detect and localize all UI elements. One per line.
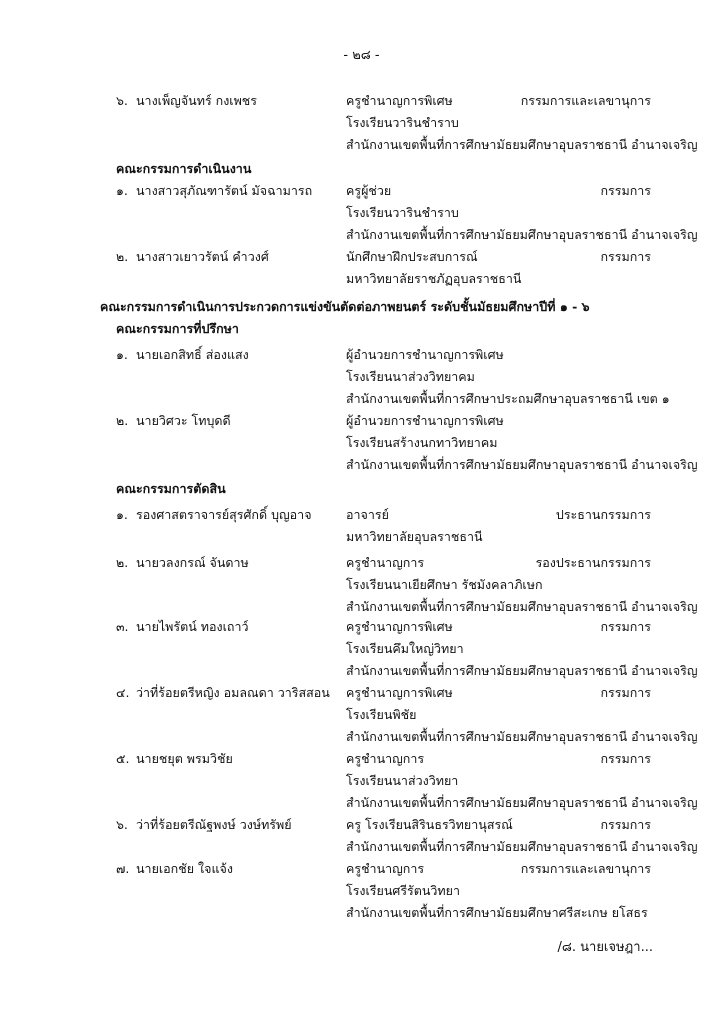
member-position: ครูชำนาญการ: [346, 751, 425, 766]
list-item: [0, 814, 723, 836]
member-office: สำนักงานเขตพื้นที่การศึกษามัธยมศึกษาอุบลราชธานี อำนาจเจริญ: [346, 795, 698, 810]
member-office: สำนักงานเขตพื้นที่การศึกษามัธยมศึกษาอุบลราชธานี อำนาจเจริญ: [346, 729, 698, 744]
list-item: [0, 682, 723, 704]
list-item-detail: [0, 660, 723, 682]
member-office: สำนักงานเขตพื้นที่การศึกษาประถมศึกษาอุบลราชธานี เขต ๑: [346, 391, 670, 406]
member-role: รองประธานกรรมการ: [535, 555, 651, 570]
list-item-detail: [0, 388, 723, 410]
continuation-note: /๘. นายเจษฎา...: [557, 940, 653, 955]
list-item-detail: [0, 704, 723, 726]
member-name: นางเพ็ญจันทร์ กงเพชร: [136, 93, 258, 108]
member-office: สำนักงานเขตพื้นที่การศึกษามัธยมศึกษาอุบลราชธานี อำนาจเจริญ: [346, 227, 698, 242]
section-heading: [0, 296, 723, 318]
item-number: ๑.: [116, 507, 128, 522]
member-office: สำนักงานเขตพื้นที่การศึกษามัธยมศึกษาอุบลราชธานี อำนาจเจริญ: [346, 599, 698, 614]
advisors-heading: คณะกรรมการที่ปรึกษา: [116, 321, 239, 336]
item-number: ๒.: [116, 555, 129, 570]
member-position: นักศึกษาฝึกประสบการณ์: [346, 249, 478, 264]
member-name: นางสาวสุภัณฑารัตน์ มัจฉามารถ: [136, 183, 313, 198]
member-position: ครูชำนาญการ: [346, 555, 425, 570]
member-position: ครูชำนาญการพิเศษ: [346, 619, 453, 634]
member-school: โรงเรียนคึมใหญ่วิทยา: [346, 641, 464, 656]
member-name: นายวิศวะ โทบุดดี: [136, 413, 231, 428]
item-number: ๑.: [116, 183, 128, 198]
member-role: กรรมการ: [600, 751, 651, 766]
page-number: - ๒๘ -: [343, 48, 380, 63]
list-item-detail: [0, 432, 723, 454]
member-office: สำนักงานเขตพื้นที่การศึกษามัธยมศึกษาศรีสะเกษ ยโสธร: [346, 905, 648, 920]
member-school: โรงเรียนวารินชำราบ: [346, 205, 459, 220]
member-name: รองศาสตราจารย์สุรศักดิ์ บุญอาจ: [136, 507, 312, 522]
member-name: ว่าที่ร้อยตรีหญิง อมลณดา วาริสสอน: [136, 685, 330, 700]
member-role: กรรมการ: [600, 685, 651, 700]
member-name: นายวลงกรณ์ จันดาษ: [136, 555, 249, 570]
member-office: สำนักงานเขตพื้นที่การศึกษามัธยมศึกษาอุบลราชธานี อำนาจเจริญ: [346, 137, 698, 152]
member-school: โรงเรียนวารินชำราบ: [346, 115, 459, 130]
list-item-detail: [0, 880, 723, 902]
member-position: ครูชำนาญการพิเศษ: [346, 93, 453, 108]
list-item: [0, 504, 723, 526]
member-name: นายเอกชัย ใจแจ้ง: [136, 861, 233, 876]
item-number: ๖.: [116, 93, 128, 108]
list-item-detail: [0, 454, 723, 476]
list-item-detail: [0, 638, 723, 660]
member-role: กรรมการและเลขานุการ: [520, 861, 651, 876]
member-school: โรงเรียนพิชัย: [346, 707, 417, 722]
item-number: ๒.: [116, 249, 129, 264]
member-role: กรรมการ: [600, 619, 651, 634]
member-school: มหาวิทยาลัยอุบลราชธานี: [346, 529, 483, 544]
list-item-detail: [0, 902, 723, 924]
member-school: โรงเรียนศรีรัตนวิทยา: [346, 883, 461, 898]
list-item-detail: [0, 134, 723, 156]
section-heading: [0, 478, 723, 500]
list-item: [0, 748, 723, 770]
list-item-detail: [0, 726, 723, 748]
item-number: ๗.: [116, 861, 130, 876]
member-role: กรรมการและเลขานุการ: [520, 93, 651, 108]
list-item-detail: [0, 770, 723, 792]
member-name: นางสาวเยาวรัตน์ คำวงศ์: [136, 249, 269, 264]
list-item: [0, 180, 723, 202]
member-role: กรรมการ: [600, 817, 651, 832]
member-role: ประธานกรรมการ: [555, 507, 651, 522]
list-item: [0, 858, 723, 880]
member-position: ครูผู้ช่วย: [346, 183, 392, 198]
list-item: [0, 410, 723, 432]
item-number: ๖.: [116, 817, 128, 832]
ops-committee-heading: คณะกรรมการดำเนินงาน: [116, 161, 252, 176]
list-item-detail: [0, 202, 723, 224]
member-role: กรรมการ: [600, 249, 651, 264]
member-position: ครู โรงเรียนสิรินธรวิทยานุสรณ์: [346, 817, 513, 832]
member-name: ว่าที่ร้อยตรีณัฐพงษ์ วงษ์ทรัพย์: [136, 817, 292, 832]
section-heading: [0, 318, 723, 340]
list-item-detail: [0, 112, 723, 134]
member-office: สำนักงานเขตพื้นที่การศึกษามัธยมศึกษาอุบลราชธานี อำนาจเจริญ: [346, 839, 698, 854]
member-school: โรงเรียนนาส่วงวิทยา: [346, 773, 459, 788]
member-name: นายไพรัตน์ ทองเถาว์: [136, 619, 249, 634]
item-number: ๒.: [116, 413, 129, 428]
contest-heading: คณะกรรมการดำเนินการประกวดการแข่งขันตัดต่อภาพยนตร์ ระดับชั้นมัธยมศึกษาปีที่ ๑ - ๖: [100, 299, 590, 314]
list-item-detail: [0, 526, 723, 548]
item-number: ๑.: [116, 347, 128, 362]
member-position: ผู้อำนวยการชำนาญการพิเศษ: [346, 347, 504, 362]
member-school: โรงเรียนนาส่วงวิทยาคม: [346, 369, 475, 384]
list-item-detail: [0, 366, 723, 388]
member-position: อาจารย์: [346, 507, 389, 522]
section-heading: [0, 158, 723, 180]
judges-heading: คณะกรรมการตัดสิน: [116, 481, 226, 496]
item-number: ๓.: [116, 619, 129, 634]
member-school: โรงเรียนนาเยียศึกษา รัชมังคลาภิเษก: [346, 577, 543, 592]
member-office: สำนักงานเขตพื้นที่การศึกษามัธยมศึกษาอุบลราชธานี อำนาจเจริญ: [346, 457, 698, 472]
list-item: [0, 344, 723, 366]
member-office: สำนักงานเขตพื้นที่การศึกษามัธยมศึกษาอุบลราชธานี อำนาจเจริญ: [346, 663, 698, 678]
item-number: ๔.: [116, 685, 130, 700]
list-item-detail: [0, 596, 723, 618]
list-item: [0, 616, 723, 638]
list-item-detail: [0, 836, 723, 858]
member-role: กรรมการ: [600, 183, 651, 198]
list-item-detail: [0, 574, 723, 596]
list-item: [0, 552, 723, 574]
member-school: โรงเรียนสร้างนกทาวิทยาคม: [346, 435, 498, 450]
member-school: มหาวิทยาลัยราชภัฏอุบลราชธานี: [346, 271, 522, 286]
member-name: นายเอกสิทธิ์ ส่องแสง: [136, 347, 249, 362]
list-item-detail: [0, 268, 723, 290]
member-position: ครูชำนาญการพิเศษ: [346, 685, 453, 700]
list-item: [0, 90, 723, 112]
item-number: ๕.: [116, 751, 130, 766]
list-item-detail: [0, 792, 723, 814]
list-item-detail: [0, 224, 723, 246]
member-position: ครูชำนาญการ: [346, 861, 425, 876]
member-name: นายชยุต พรมวิชัย: [136, 751, 233, 766]
member-position: ผู้อำนวยการชำนาญการพิเศษ: [346, 413, 504, 428]
list-item: [0, 246, 723, 268]
